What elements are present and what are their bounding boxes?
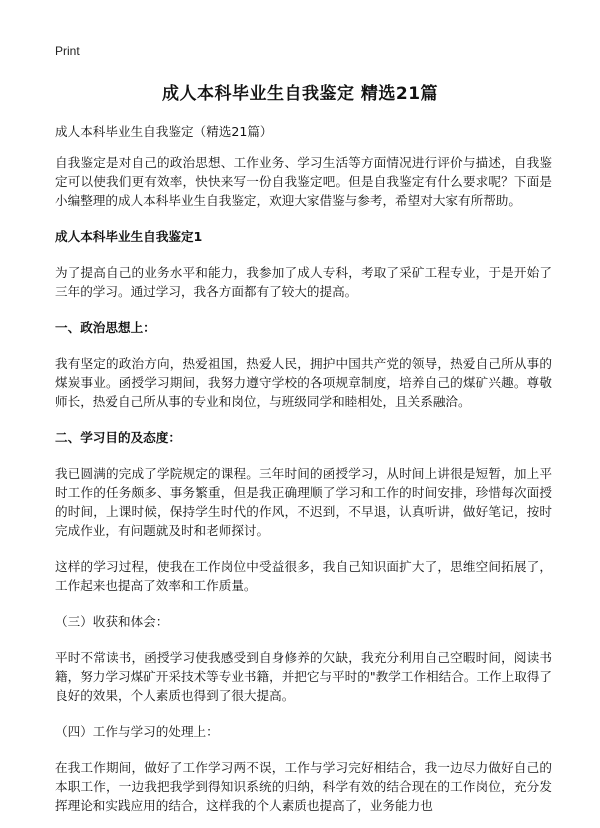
political-heading: 一、政治思想上： [55, 320, 156, 335]
document-subtitle: 成人本科毕业生自我鉴定（精选21篇） [55, 124, 273, 139]
balance-paragraph: 在我工作期间，做好了工作学习两不误，工作与学习完好相结合，我一边尽力做好自己的本职工作，一边我把我学到得知识系统的归纳，科学有效的结合现在的工作岗位，充分发挥理论和实践应用的结合，这样我的个人素质也提高了，业务能力也 [55, 760, 552, 813]
study-paragraph-2: 这样的学习过程，使我在工作岗位中受益很多，我自己知识面扩大了，思维空间拓展了，工作起来也提高了效率和工作质量。 [55, 559, 552, 593]
harvest-paragraph: 平时不常读书，函授学习使我感受到自身修养的欠缺，我充分利用自己空暇时间，阅读书籍，努力学习煤矿开采技术等专业书籍，并把它与平时的"教学工作相结合。工作上取得了良好的效果，个人素质也得到了很大提高。 [55, 650, 552, 703]
harvest-heading: （三）收获和体会： [55, 614, 169, 629]
study-paragraph-1: 我已圆满的完成了学院规定的课程。三年时间的函授学习，从时间上讲很是短暂，加上平时工作的任务颇多、事务繁重，但是我正确理顺了学习和工作的时间安排，珍惜每次面授的时间，上课时候，保持学生时代的作风，不迟到，不早退，认真听讲，做好笔记，按时完成作业，有问题就及时和老师探讨。 [55, 466, 552, 538]
page-title: 成人本科毕业生自我鉴定 精选21篇 [161, 84, 439, 104]
intro-paragraph: 自我鉴定是对自己的政治思想、工作业务、学习生活等方面情况进行评价与描述，自我鉴定可以使我们更有效率，快快来写一份自我鉴定吧。但是自我鉴定有什么要求呢？下面是小编整理的成人本科毕业生自我鉴定，欢迎大家借鉴与参考，希望对大家有所帮助。 [55, 155, 552, 208]
section-heading: 成人本科毕业生自我鉴定1 [55, 229, 203, 244]
balance-heading: （四）工作与学习的处理上： [55, 724, 219, 739]
document-body [55, 122, 552, 828]
study-heading: 二、学习目的及态度： [55, 430, 181, 445]
print-label[interactable]: Print [55, 44, 80, 58]
political-paragraph: 我有坚定的政治方向，热爱祖国，热爱人民，拥护中国共产党的领导，热爱自己所从事的煤炭事业。函授学习期间，我努力遵守学校的各项规章制度，培养自己的煤矿兴趣。尊敬师长，热爱自己所从事的专业和岗位，与班级同学和睦相处，且关系融洽。 [55, 356, 552, 409]
section-intro-paragraph: 为了提高自己的业务水平和能力，我参加了成人专科，考取了采矿工程专业，于是开始了三年的学习。通过学习，我各方面都有了较大的提高。 [55, 265, 552, 299]
